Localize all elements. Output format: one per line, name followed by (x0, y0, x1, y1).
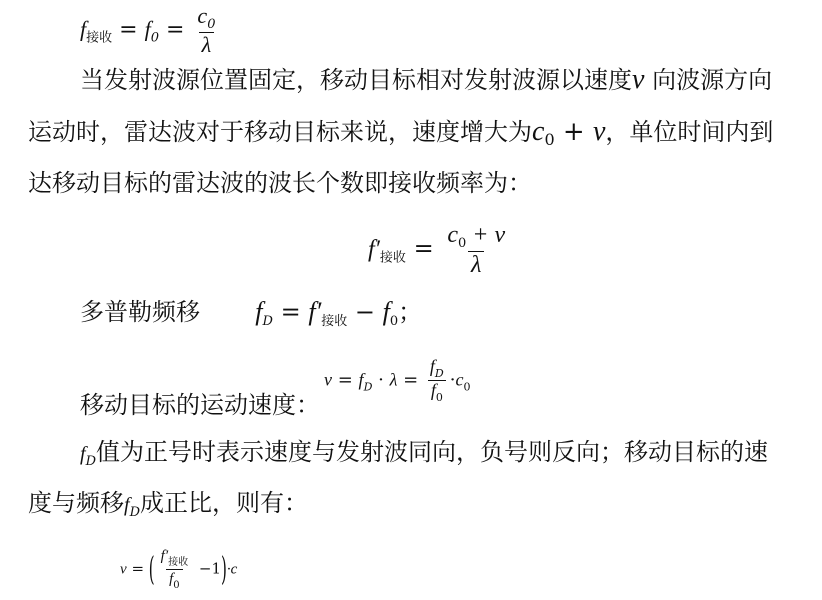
plus-v: + ν (466, 222, 506, 248)
dot-operator: · (372, 369, 390, 391)
text: 向波源方向 (644, 66, 773, 94)
subscript-0: 0 (389, 314, 399, 329)
fraction-c0-plus-v-over-lambda (444, 222, 508, 278)
symbol-v: ν (632, 64, 645, 95)
dot-c: ·c (226, 561, 238, 578)
text: 值为正号时表示速度与发射波同向，负号则反向；移动目标的速 (96, 438, 768, 466)
symbol-fD: f (255, 297, 263, 326)
subscript-D: D (434, 367, 444, 380)
text: 运动时，雷达波对于移动目标来说，速度增大为 (28, 118, 532, 146)
subscript-receive: 接收 (168, 557, 189, 568)
symbol-fD: f (358, 369, 364, 390)
minus-sign: − (347, 298, 383, 326)
symbol-c: c (455, 369, 464, 390)
subscript-D: D (129, 505, 140, 520)
fraction-fprime-over-f0 (158, 548, 191, 591)
equation-velocity: $\nu = f_D \cdot \lambda$ = $\frac{f_D}{f_0}$ $\cdot c_0$ (324, 356, 471, 404)
semicolon: ； (398, 298, 423, 326)
text: 达移动目标的雷达波的波长个数即接收频率为： (28, 169, 532, 197)
subscript-D: D (363, 380, 373, 394)
right-paren: ) (221, 549, 227, 590)
text: 成正比，则有： (140, 489, 308, 517)
subscript-D: D (262, 314, 273, 329)
left-paren: ( (148, 549, 155, 590)
symbol-f: f (430, 379, 436, 400)
paragraph-1-line-2 (28, 118, 773, 154)
paragraph-1-line-1 (80, 66, 772, 94)
equation-receive-frequency: $f_{接收} = f_0$ = $\frac{c_0}{\lambda}$ (80, 4, 221, 57)
fraction-c0-over-lambda (194, 4, 218, 57)
symbol-v: v (120, 561, 127, 578)
symbol-fD: f (80, 443, 86, 465)
minus-one: −1 (194, 559, 221, 578)
fraction-fD-over-f0 (427, 357, 447, 404)
subscript-receive: 接收 (321, 314, 348, 329)
symbol-lambda: λ (199, 32, 215, 57)
symbol-c: c (447, 222, 458, 248)
symbol-f-prime: f′ (308, 297, 322, 326)
symbol-v: ν (592, 116, 606, 147)
symbol-lambda: λ (468, 251, 484, 278)
equation-receive-frequency-moving: $f'_{接收}$ = $\frac{c_0 + \nu}{\lambda}$ (368, 222, 511, 278)
plus-sign: + (554, 117, 593, 147)
symbol-fD: f (124, 494, 130, 516)
paragraph-2-line-1 (80, 438, 768, 476)
symbol-v: ν (324, 369, 332, 390)
text: 移动目标的运动速度： (80, 391, 320, 419)
symbol-f: f (169, 570, 174, 587)
text: 度与频移 (28, 489, 124, 517)
speed-label (80, 391, 320, 419)
doppler-label: 多普勒频移 (80, 298, 200, 326)
paragraph-1-line-3 (28, 169, 532, 197)
subscript-D: D (85, 454, 96, 469)
symbol-f0: f (144, 16, 151, 42)
equation-velocity-final: v = ( $\frac{f'_{接收}}{f_0}$ −1)·c (120, 548, 237, 591)
paragraph-2-line-2 (28, 489, 308, 527)
subscript-0: 0 (457, 236, 467, 251)
subscript-0: 0 (544, 130, 555, 149)
symbol-f0: f (382, 297, 390, 326)
symbol-c: c (532, 116, 545, 147)
subscript-receive: 接收 (379, 250, 406, 266)
symbol-lambda: λ (389, 369, 398, 390)
subscript-receive: 接收 (86, 30, 113, 46)
symbol-f: f (429, 356, 435, 376)
doppler-shift-line: 多普勒频移 $f_D = f'_{接收} - f_0$； (80, 297, 423, 329)
subscript-0: 0 (435, 390, 443, 404)
text: ，单位时间内到 (605, 118, 774, 146)
subscript-0: 0 (207, 17, 216, 32)
subscript-0: 0 (173, 579, 180, 591)
symbol-f-prime: f′ (160, 548, 169, 564)
symbol-c: c (197, 3, 208, 28)
subscript-0: 0 (150, 30, 159, 46)
subscript-0: 0 (463, 380, 471, 394)
symbol-f-prime: f′ (368, 236, 380, 263)
text: 当发射波源位置固定，移动目标相对发射波源以速度 (80, 66, 632, 94)
symbol-f: f (80, 16, 87, 42)
